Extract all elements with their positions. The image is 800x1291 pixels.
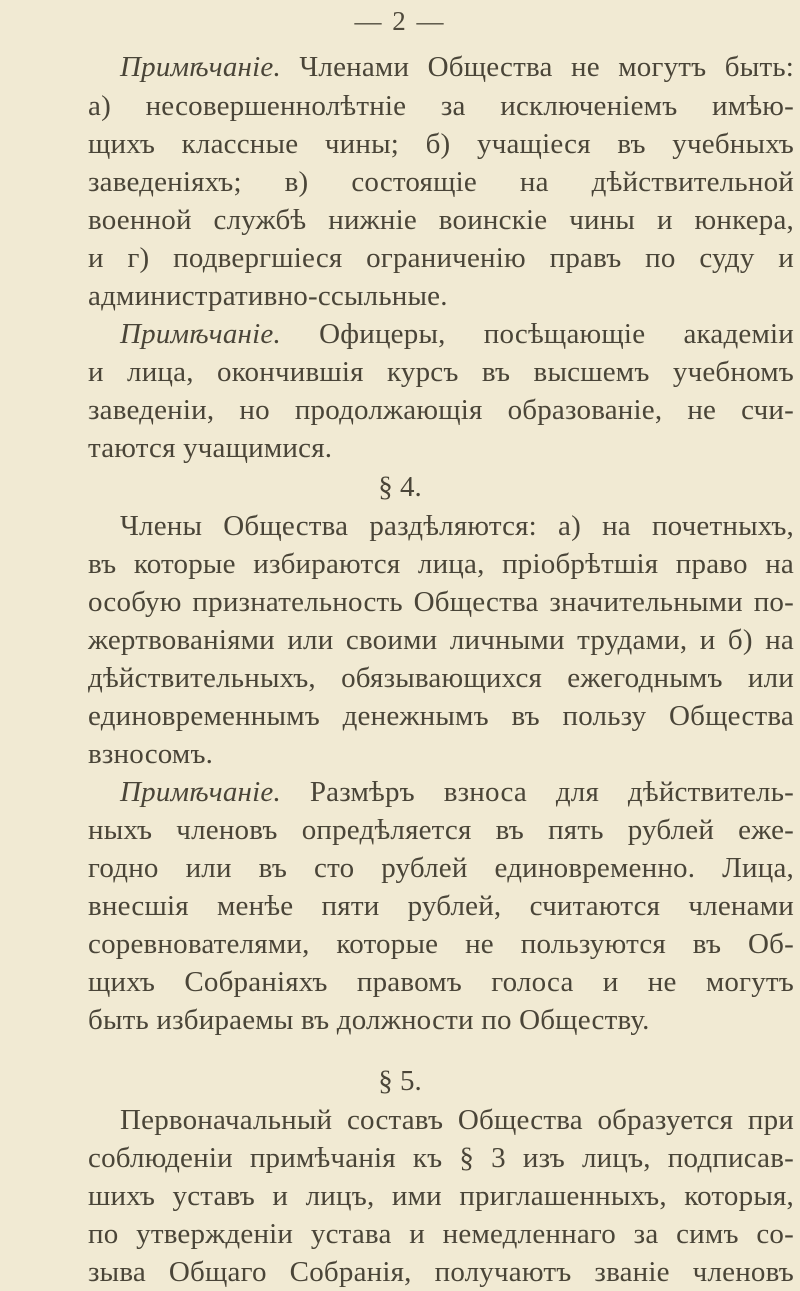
text-line: щихъ классные чины; б) учащіеся въ учебныхъ — [88, 128, 794, 160]
text-line: а) несовершеннолѣтніе за исключеніемъ имѣю- — [88, 90, 794, 122]
text-line: единовременнымъ денежнымъ въ пользу Общества — [88, 700, 794, 732]
text-line: Первоначальный составъ Общества образуется при — [120, 1104, 794, 1136]
text-line: по утвержденіи устава и немедленнаго за симъ со- — [88, 1218, 794, 1250]
text-line: дѣйствительныхъ, обязывающихся ежегоднымъ или — [88, 662, 794, 694]
text-line: быть избираемы въ должности по Обществу. — [88, 1004, 650, 1036]
text-line: соревнователями, которые не пользуются въ Об- — [88, 928, 794, 960]
note3-first-line — [120, 773, 794, 811]
text-line: заведеніяхъ; в) состоящіе на дѣйствительной — [88, 166, 794, 198]
page-number: — 2 — — [354, 6, 446, 36]
text-line: заведеніи, но продолжающія образованіе, не счи- — [88, 394, 794, 426]
note1-text: Членами Общества не могутъ быть: — [299, 51, 794, 83]
section-heading-5: § 5. — [378, 1065, 422, 1097]
note-label: Примѣчаніе. — [120, 318, 281, 350]
section-heading-4: § 4. — [378, 471, 422, 503]
note2-text: Офицеры, посѣщающіе академіи — [319, 318, 795, 350]
text-line: и г) подвергшіеся ограниченію правъ по суду и — [88, 242, 794, 274]
text-line: взносомъ. — [88, 738, 214, 770]
text-line: соблюденіи примѣчанія къ § 3 изъ лицъ, подписав- — [88, 1142, 794, 1174]
note-label: Примѣчаніе. — [120, 776, 281, 808]
text-line: жертвованіями или своими личными трудами, и б) на — [88, 624, 794, 656]
note-label: Примѣчаніе. — [120, 51, 281, 83]
text-line: таются учащимися. — [88, 432, 333, 464]
text-line: военной службѣ нижніе воинскіе чины и юнкера, — [88, 204, 794, 236]
text-line: административно-ссыльные. — [88, 280, 448, 312]
note1-first-line — [120, 48, 794, 86]
text-line: особую признательность Общества значительными по- — [88, 586, 794, 618]
note2-first-line — [120, 315, 794, 353]
text-line: ныхъ членовъ опредѣляется въ пять рублей еже- — [88, 814, 794, 846]
text-line: годно или въ сто рублей единовременно. Лица, — [88, 852, 794, 884]
text-line: внесшія менѣе пяти рублей, считаются членами — [88, 890, 794, 922]
text-line: зыва Общаго Собранія, получаютъ званіе членовъ — [88, 1256, 794, 1288]
text-line: въ которые избираются лица, пріобрѣтшія право на — [88, 548, 794, 580]
text-line: Члены Общества раздѣляются: а) на почетныхъ, — [120, 510, 794, 542]
note3-text: Размѣръ взноса для дѣйствитель- — [309, 776, 794, 808]
text-line: и лица, окончившія курсъ въ высшемъ учебномъ — [88, 356, 794, 388]
text-line: шихъ уставъ и лицъ, ими приглашенныхъ, которыя, — [88, 1180, 794, 1212]
text-line: щихъ Собраніяхъ правомъ голоса и не могутъ — [88, 966, 794, 998]
